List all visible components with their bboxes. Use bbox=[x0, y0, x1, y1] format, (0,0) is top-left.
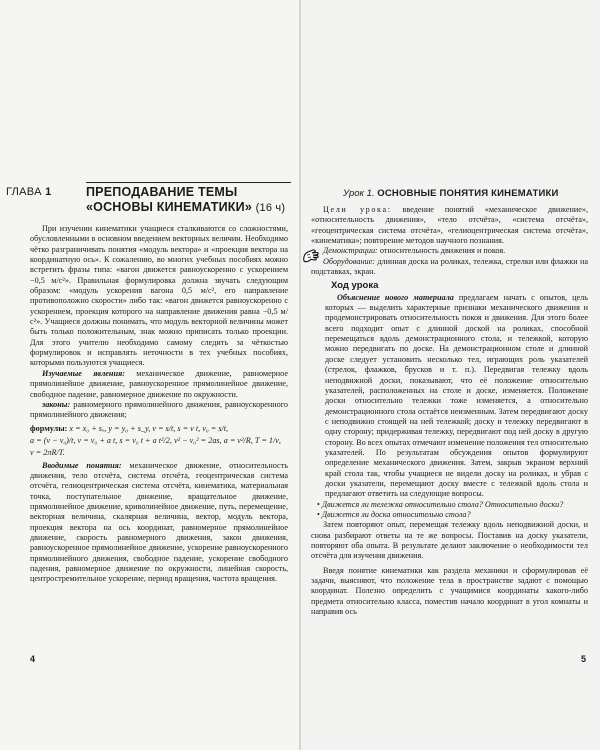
goals-label: Цели урока: bbox=[323, 205, 392, 214]
chapter-number: 1 bbox=[45, 186, 52, 198]
lesson-title: ОСНОВНЫЕ ПОНЯТИЯ КИНЕМАТИКИ bbox=[377, 188, 559, 199]
demos-label: Демонстрации: bbox=[323, 246, 378, 256]
chapter-label bbox=[6, 186, 51, 198]
lesson-heading bbox=[343, 188, 559, 199]
equipment-label: Оборудование: bbox=[323, 256, 375, 266]
left-body-text bbox=[30, 224, 288, 585]
intro-paragraph: При изучении кинематики учащиеся сталкиваются со сложностями, обусловленными в основном введением векторных величин. Необходимо чётко разграничивать понятия «модуль вектора» и «проекция вектора на координатную ось». К сожалению, во многих учебных пособиях можно встретить фразы типа: «вагон движется равноускоренно с ускорением −0,5 м/с²». Правильная формулировка должна звучать следующим образом: «модуль ускорения вагона 0,5 м/с², его направление противоположно скорости» либо так: «вагон движется равноускоренно с ускорением, проекция которого на направление движения равна −0,5 м/с²». Учащиеся должны понимать, что модуль векторной величины может быть только положительным, знак можно приписать только проекции. Для этого учителю необходимо самому следить за чёткостью формулировок и исправлять неточности в тех учебных пособиях, которыми пользуются учащиеся. bbox=[30, 224, 288, 368]
title-line-1: ПРЕПОДАВАНИЕ ТЕМЫ bbox=[86, 185, 238, 199]
question-1: • Движется ли тележка относительно стола? Относительно доски? bbox=[317, 499, 564, 509]
title-line-2: «ОСНОВЫ КИНЕМАТИКИ» bbox=[86, 200, 252, 214]
laws-label: законы: bbox=[42, 399, 71, 409]
final-paragraph: Введя понятие кинематики как раздела механики и сформулировав её задачи, выясняют, что положение тела в пространстве задают с помощью координат. Полезно определить с учащимися координаты какого-либо предмета относительно класса, поместив начало координат в угол комнаты и направив ось bbox=[311, 565, 588, 617]
demos-text: относительность движения и покоя. bbox=[377, 246, 506, 256]
chapter-title bbox=[86, 182, 291, 216]
page-number-right: 5 bbox=[580, 654, 586, 664]
formulas-line-1: x = x₀ + sₓ, y = y₀ + s_y, v = s/t, s = v t, v₀ = s/t, bbox=[69, 423, 229, 433]
equipment-text: длинная доска на роликах, тележка, стрелки или флажки на подставках, экран. bbox=[311, 256, 588, 277]
after-questions-paragraph: Затем повторяют опыт, перемещая тележку вдоль неподвижной доски, и снова разбирают ответы на те же вопросы. Поставив на доску указатели, повторяют оба опыта. В результате делают заключение о необходимости тел отсчёта для изучения движения. bbox=[311, 520, 588, 561]
chapter-label-text: ГЛАВА bbox=[6, 186, 42, 198]
goals-text: введение понятий «механическое движение», «относительность движения», «тело отсчёта», «система отсчёта», «геоцентрическая система отсчёта», «гелиоцентрическая система отсчёта», «кинематика»; повторение методов научного познания. bbox=[311, 205, 588, 246]
question-1-text: Движется ли тележка относительно стола? Относительно доски? bbox=[321, 499, 564, 509]
concepts-text: механическое движение, относительность движения, тело отсчёта, система отсчёта, геоцентрическая система отсчёта, гелиоцентрическая система отсчёта, кинематика, материальная точка, поступательное движение, вращательное движение, прямолинейное движение, криволинейное движение, путь, перемещение, векторная величина, скалярная величина, вектор, модуль вектора, проекция вектора на ось координат, равномерное прямолинейное движение, скорость равномерного движения, закон движения, равноускоренное прямолинейное движение, ускорение равноускоренного прямолинейного движения, свободное падение, ускорение свободного падения, равномерное движение по окружности, линейная скорость, центростремительное ускорение, период вращения, частота вращения. bbox=[30, 460, 289, 584]
formulas-block bbox=[30, 423, 288, 459]
concepts-label: Вводимые понятия: bbox=[42, 460, 122, 470]
formulas-line-2: a = (v − v₀)/t, v = v₀ + a t, s = v₀ t + a t²/2, v² − v₀² = 2as, a = v²/R, T = 1/ν, bbox=[30, 435, 281, 445]
page-number-left: 4 bbox=[30, 654, 36, 664]
phenomena-text: механическое движение, равномерное прямолинейное движение, равноускоренное прямолинейное движение, свободное падение, равномерное движение по окружности. bbox=[30, 368, 289, 399]
lesson-label: Урок 1. bbox=[343, 188, 375, 199]
laws-text: равномерного прямолинейного движения, равноускоренного прямолинейного движения; bbox=[30, 399, 288, 420]
formulas-label: формулы: bbox=[30, 423, 68, 433]
new-material-label: Объяснение нового материала bbox=[337, 292, 454, 302]
title-hours: (16 ч) bbox=[255, 202, 286, 214]
phenomena-label: Изучаемые явления: bbox=[42, 368, 125, 378]
right-body-text bbox=[311, 205, 588, 617]
left-page bbox=[0, 0, 299, 750]
right-page bbox=[301, 0, 600, 750]
question-2: • Движется ли доска относительно стола? bbox=[317, 509, 471, 519]
question-2-text: Движется ли доска относительно стола? bbox=[321, 509, 471, 519]
lesson-course-heading: Ход урока bbox=[331, 280, 379, 292]
formulas-line-3: v = 2πR/T. bbox=[30, 447, 65, 457]
new-material-text: предлагаем начать с опытов, цель которых — выделить характерные признаки механического движения и продемонстрировать относительность покоя и движения. Для этого более всего подходит опыт с длинной доской на роликах, способной перемещаться вдоль демонстрационного стола, и тележкой, которую можно передвигать по доске. На демонстрационном столе и длинной доске следует установить несколько тел, играющих роль указателей (стрелок, флажков, брусков и т. п.). Передвигая тележку вдоль неподвижной доски, показывают, что её положение относительно указателей, расположенных на столе и доске, изменяется. Положение доски относительно тележки тоже изменяется, а относительно демонстрационного стола остаётся неизменным. Затем передвигают доску с неподвижно стоящей на ней тележкой; доску и тележку передвигают в одну сторону; придерживая тележку, передвигают под ней доску в другую сторону. Во всех опытах отмечают изменение положения тел относительно указателей. По результатам обсуждения опытов формулируют определение механического движения. Затем, закрыв экраном верхний край стола так, чтобы учащиеся не видели доску на роликах, и убрав с доски указатели, перемещают доску вместе с тележкой вдоль стола и предлагают ответить на следующие вопросы. bbox=[325, 292, 589, 499]
